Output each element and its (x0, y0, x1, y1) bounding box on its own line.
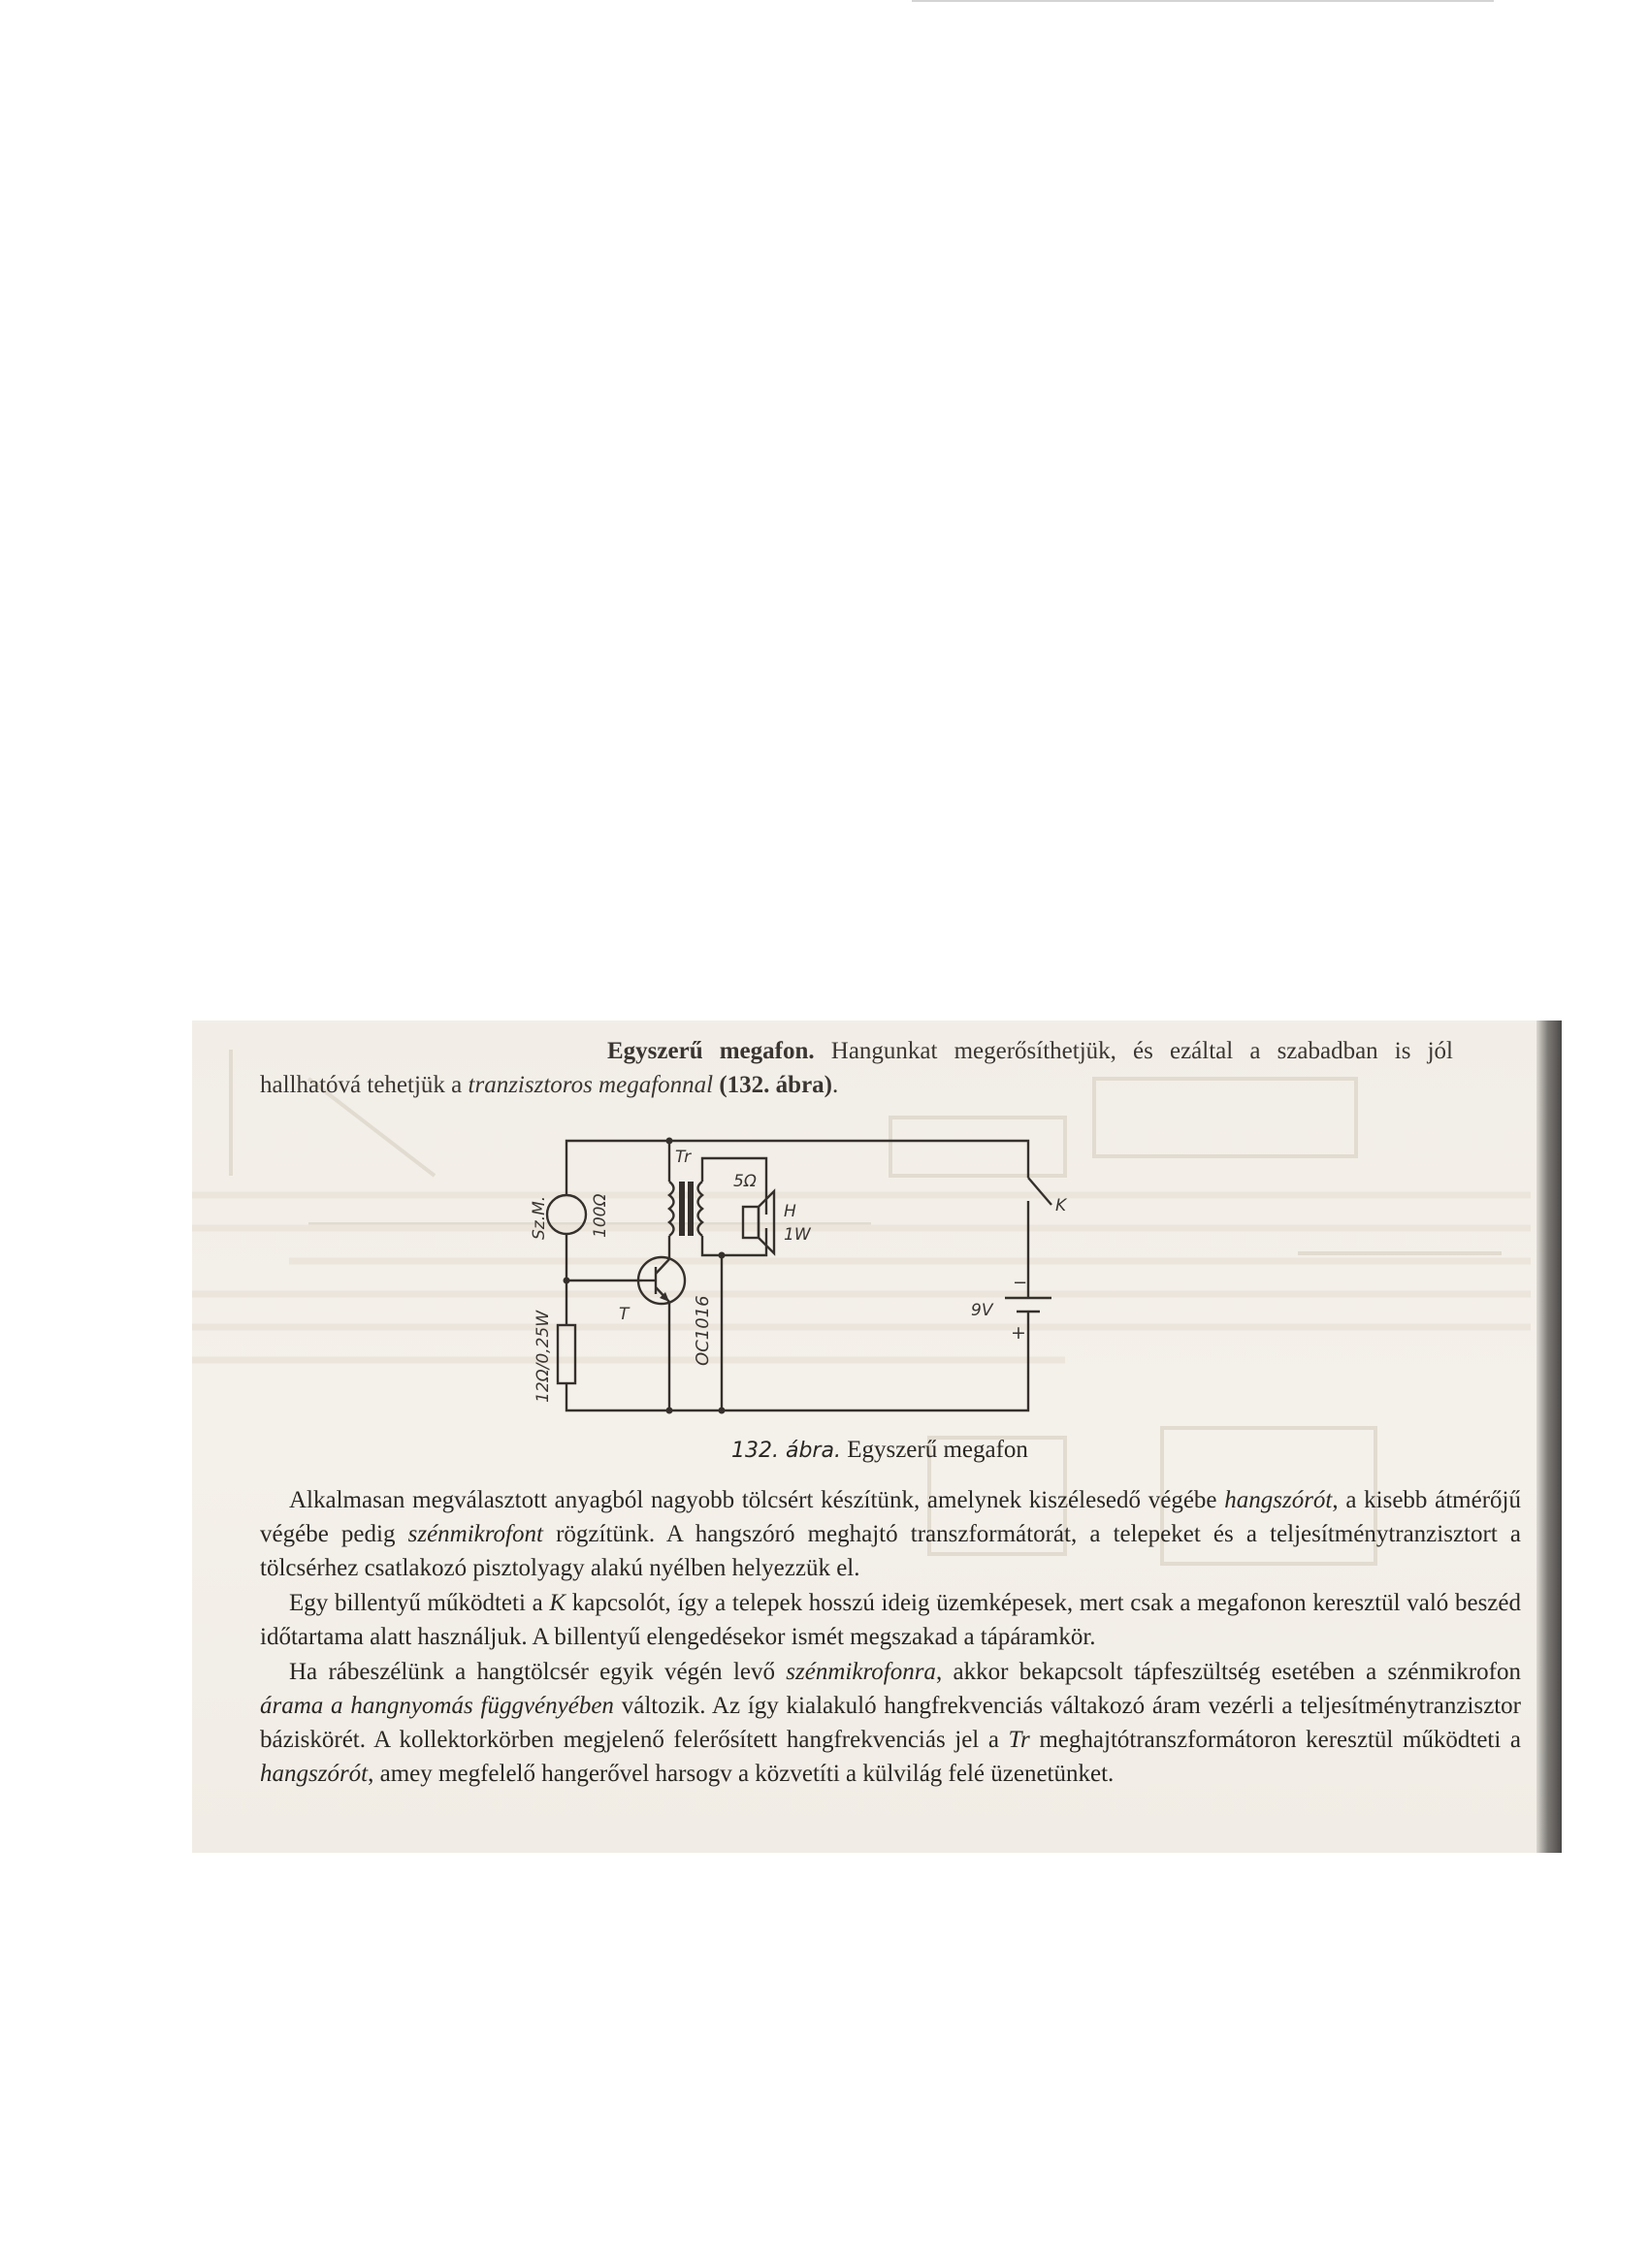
junction-top (666, 1138, 673, 1145)
text-run: Ha rábeszélünk a hangtölcsér egyik végén levő (289, 1659, 787, 1685)
switch-k (1028, 1178, 1051, 1205)
speaker-cone (759, 1191, 774, 1253)
top-wire (566, 1141, 1028, 1195)
italic-term: hangszórót (1224, 1487, 1333, 1513)
italic-term: árama a hangnyomás függvényében (260, 1693, 614, 1719)
transformer-primary-coil (669, 1182, 674, 1236)
label-minus: − (1013, 1273, 1028, 1293)
label-transistor-type: OC1016 (693, 1295, 713, 1366)
transformer-secondary-coil (698, 1182, 703, 1236)
italic-term: hangszórót (260, 1761, 369, 1787)
label-resistor: 12Ω/0,25W (534, 1310, 553, 1403)
bottom-wire (566, 1312, 1028, 1410)
italic-term: szénmikrofonra (786, 1659, 936, 1685)
paragraph-switch (260, 1586, 1521, 1654)
section-title: Egyszerű megafon. (607, 1038, 815, 1064)
junction-base (564, 1278, 570, 1284)
paragraph-operation (260, 1655, 1521, 1791)
circuit-diagram (520, 1133, 1079, 1442)
label-mic-resistance: 100Ω (591, 1193, 610, 1238)
label-tr: Tr (675, 1148, 692, 1167)
text-run: , akkor bekapcsolt tápfeszültség esetében a szénmikrofon (935, 1659, 1521, 1685)
label-h: H (784, 1202, 796, 1221)
secondary-wire-bottom (702, 1228, 766, 1255)
intro-italic: tranzisztoros megafonnal (468, 1072, 714, 1098)
text-run: változik. Az így kialakuló hangfrekvenciás váltakozó áram vezérli a teljesítménytranzisztor báziskörét. A kollektorkörben megjelenő felerősített hangfrekvenciás jel a (260, 1693, 1522, 1753)
transformer-core-2 (688, 1182, 694, 1236)
binding-shadow (1536, 1021, 1562, 1853)
italic-term: K (549, 1590, 566, 1616)
italic-term: szénmikrofont (407, 1521, 543, 1547)
text-run: Alkalmasan megválasztott anyagból nagyobb tölcsért készítünk, amelynek kiszélesedő végébe (289, 1487, 1225, 1513)
label-voltage: 9V (971, 1301, 993, 1320)
label-speaker-resistance: 5Ω (733, 1172, 757, 1191)
top-rule (912, 0, 1494, 2)
resistor-symbol (558, 1325, 575, 1383)
text-run: kapcsolót, így a telepek hosszú ideig üzemképesek, mert csak a megafonon keresztül való beszéd időtartama alatt használjuk. A billentyű elengedésekor ismét megszakad a tápáramkör. (260, 1590, 1521, 1650)
text-run: rögzítünk. A hangszóró meghajtó transzformátorát, a telepeket és a teljesítménytranzisztort a tölcsérhez csatlakozó pisztolyagy alakú nyélben helyezzük el. (260, 1521, 1521, 1581)
junction-center (719, 1252, 726, 1259)
intro-text: Hangunkat megerősíthetjük, és ezáltal a szabadban is jól hallhatóvá tehetjük a (260, 1038, 1454, 1098)
scanned-page (192, 1021, 1562, 1853)
caption-text: Egyszerű megafon (840, 1437, 1028, 1463)
junction-bottom (666, 1408, 673, 1414)
paragraph-construction (260, 1483, 1521, 1585)
italic-term: Tr (1008, 1727, 1030, 1753)
transformer-core-1 (679, 1182, 685, 1236)
label-k: K (1055, 1196, 1067, 1215)
figure-reference: (132. ábra) (713, 1072, 832, 1098)
junction-center-bottom (719, 1408, 726, 1414)
intro-end: . (832, 1072, 839, 1098)
text-run: , a kisebb átmérőjű végébe pedig (260, 1487, 1521, 1547)
text-run: meghajtótranszformátoron keresztül működteti a (1029, 1727, 1521, 1753)
text-run: Egy billentyű működteti a (289, 1590, 550, 1616)
label-watt: 1W (784, 1225, 811, 1245)
paragraph-intro (260, 1034, 1453, 1102)
figure-caption (731, 1434, 1028, 1468)
label-plus: + (1011, 1322, 1026, 1344)
label-mic: Sz.M. (530, 1195, 549, 1240)
speaker-symbol (743, 1207, 759, 1238)
label-t: T (619, 1305, 630, 1324)
caption-number: 132. ábra. (731, 1439, 841, 1463)
text-run: , amey megfelelő hangerővel harsogv a közvetíti a külvilág felé üzenetünket. (368, 1761, 1115, 1787)
microphone-symbol (547, 1195, 586, 1234)
